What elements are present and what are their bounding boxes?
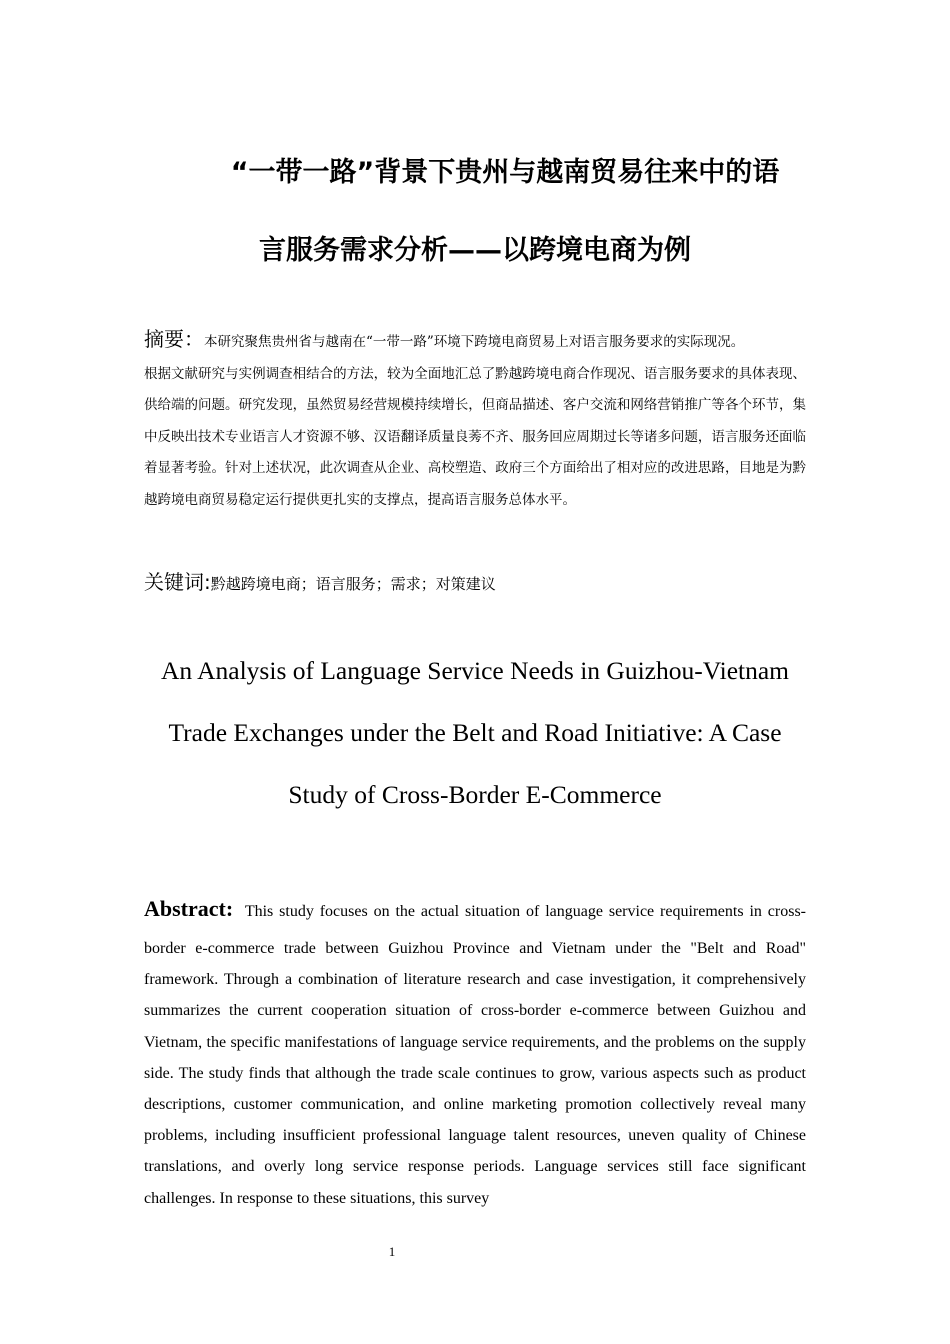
chinese-keywords-label: 关键词: <box>144 570 211 594</box>
chinese-abstract <box>144 324 806 516</box>
chinese-keywords <box>144 564 806 602</box>
page-number: 1 <box>388 1244 396 1259</box>
english-title-line-2: Trade Exchanges under the Belt and Road Initiative: A Case <box>168 718 782 747</box>
english-abstract-first-text: This study focuses on the actual situation of language service requirements in cross- <box>244 903 807 920</box>
chinese-abstract-first-line: 本研究聚焦贵州省与越南在“一带一路”环境下跨境电商贸易上对语言服务要求的实际现况。 <box>204 334 745 350</box>
english-title <box>144 640 806 826</box>
chinese-title <box>144 134 806 290</box>
chinese-keywords-value: 黔越跨境电商；语言服务；需求；对策建议 <box>210 575 496 593</box>
english-title-line-1: An Analysis of Language Service Needs in Guizhou-Vietnam <box>160 656 789 685</box>
chinese-title-line-1: “一带一路”背景下贵州与越南贸易往来中的语 <box>230 157 780 188</box>
chinese-abstract-label: 摘要： <box>144 327 204 351</box>
english-abstract-first-line <box>144 888 806 933</box>
chinese-title-line-2: 言服务需求分析——以跨境电商为例 <box>259 235 691 266</box>
english-abstract <box>144 888 806 1214</box>
chinese-abstract-body: 根据文献研究与实例调查相结合的方法，较为全面地汇总了黔越跨境电商合作现况、语言服务要求的具体表现、供给端的问题。研究发现，虽然贸易经营规模持续增长，但商品描述、客户交流和网络营销推广等各个环节，集中反映出技术专业语言人才资源不够、汉语翻译质量良莠不齐、服务回应周期过长等诸多问题，语言服务还面临着显著考验。针对上述状况，此次调查从企业、高校塑造、政府三个方面给出了相对应的改进思路，目地是为黔越跨境电商贸易稳定运行提供更扎实的支撑点，提高语言服务总体水平。 <box>144 365 806 508</box>
english-abstract-body: border e-commerce trade between Guizhou Province and Vietnam under the "Belt and Road" framework. Through a combination of literature research and case investigation, it comprehensively summarizes the current cooperation situation of cross-border e-commerce between Guizhou and Vietnam, the specific manifestations of language service requirements, and the problems on the supply side. The study finds that although the trade scale continues to grow, various aspects such as product descriptions, customer communication, and online marketing promotion collectively reveal many problems, including insufficient professional language talent resources, uneven quality of Chinese translations, and overly long service response periods. Language services still face significant challenges. In response to these situations, this survey <box>144 940 806 1207</box>
english-abstract-label: Abstract: <box>144 896 234 921</box>
english-title-line-3: Study of Cross-Border E-Commerce <box>288 780 662 809</box>
